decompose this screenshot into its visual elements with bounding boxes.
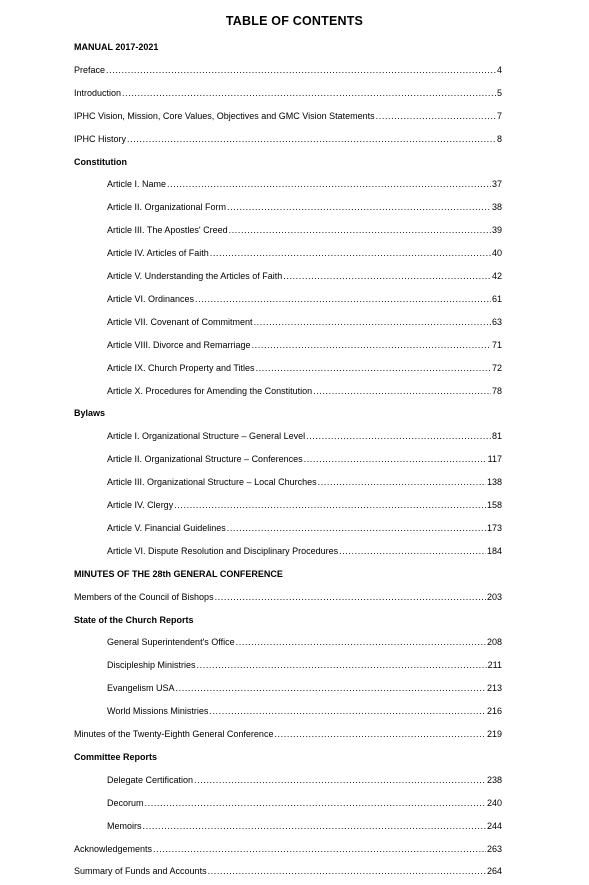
toc-entry	[107, 452, 502, 466]
toc-entry-label: IPHC History	[74, 133, 127, 144]
toc-entry-label: Article VI. Dispute Resolution and Disciplinary Procedures	[107, 545, 339, 556]
toc-page-number: 72	[491, 362, 502, 373]
toc-entry	[74, 590, 502, 604]
dot-leader	[252, 338, 491, 352]
toc-entry-label: Summary of Funds and Accounts	[74, 866, 207, 877]
toc-entry	[107, 796, 502, 810]
toc-entry	[107, 498, 502, 512]
toc-entry	[107, 361, 502, 375]
toc-section-heading: State of the Church Reports	[74, 614, 194, 625]
toc-entry	[107, 269, 502, 283]
toc-entry-label: General Superintendent's Office	[107, 637, 235, 648]
toc-entry-label: Article X. Procedures for Amending the Constitution	[107, 385, 313, 396]
dot-leader	[167, 177, 491, 191]
toc-entry-label: Article III. Organizational Structure – Local Churches	[107, 477, 317, 488]
toc-page-number: 39	[491, 225, 502, 236]
toc-entry	[107, 338, 502, 352]
toc-page-number: 38	[491, 202, 502, 213]
dot-leader	[176, 681, 486, 695]
dot-leader	[283, 269, 491, 283]
dot-leader	[318, 475, 486, 489]
dot-leader	[106, 63, 496, 77]
dot-leader	[304, 452, 487, 466]
dot-leader	[376, 109, 496, 123]
toc-entry	[107, 658, 502, 672]
toc-page-number: 7	[496, 110, 502, 121]
toc-entry	[107, 544, 502, 558]
toc-entry	[74, 86, 502, 100]
toc-entry-label: Article V. Financial Guidelines	[107, 522, 226, 533]
dot-leader	[254, 315, 491, 329]
toc-page-number: 71	[491, 339, 502, 350]
toc-page-number: 138	[486, 477, 502, 488]
toc-page-number: 184	[486, 545, 502, 556]
toc-entry-label: Introduction	[74, 87, 122, 98]
toc-entry-label: Article II. Organizational Structure – Conferences	[107, 454, 303, 465]
toc-entry-label: Evangelism USA	[107, 683, 175, 694]
toc-entry-label: Article I. Name	[107, 179, 167, 190]
toc-page-number: 78	[491, 385, 502, 396]
toc-entry-label: Article V. Understanding the Articles of Faith	[107, 271, 283, 281]
toc-entry-label: Article VI. Ordinances	[107, 293, 195, 304]
toc-entry-label: Discipleship Ministries	[107, 660, 196, 671]
toc-page-number: 263	[486, 843, 502, 854]
dot-leader	[127, 132, 496, 146]
toc-entry	[107, 773, 502, 787]
toc-entry	[107, 200, 502, 214]
dot-leader	[122, 86, 496, 100]
toc-page-number: 42	[491, 271, 502, 281]
toc-entry-label: Delegate Certification	[107, 774, 194, 785]
toc-section-heading: Constitution	[74, 156, 127, 167]
toc-entry-label: Members of the Council of Bishops	[74, 591, 214, 602]
toc-page-number: 203	[486, 591, 502, 602]
toc-entry-label: Minutes of the Twenty-Eighth General Conference	[74, 729, 274, 739]
toc-page-number: 117	[487, 454, 502, 465]
toc-page-number: 240	[486, 797, 502, 808]
toc-page-number: 81	[491, 431, 502, 442]
toc-section-heading: MANUAL 2017-2021	[74, 42, 159, 52]
toc-page-number: 4	[496, 64, 502, 75]
toc-entry-label: Article VIII. Divorce and Remarriage	[107, 339, 251, 350]
dot-leader	[210, 246, 491, 260]
toc-page-number: 213	[486, 683, 502, 694]
toc-entry	[107, 681, 502, 695]
dot-leader	[256, 361, 491, 375]
toc-entry	[107, 246, 502, 260]
toc-entry-label: Article III. The Apostles' Creed	[107, 225, 228, 236]
toc-section-heading: MINUTES OF THE 28th GENERAL CONFERENCE	[74, 568, 283, 579]
toc-page-number: 219	[486, 729, 502, 739]
toc-entry	[107, 384, 502, 398]
toc-entry-label: Decorum	[107, 797, 144, 808]
toc-entry-label: Article II. Organizational Form	[107, 202, 227, 213]
toc-entry	[107, 521, 502, 535]
dot-leader	[197, 658, 487, 672]
dot-leader	[236, 635, 486, 649]
dot-leader	[313, 384, 491, 398]
toc-section-heading: Bylaws	[74, 408, 106, 419]
toc-page-number: 61	[491, 293, 502, 304]
toc-entry-label: World Missions Ministries	[107, 706, 209, 717]
toc-entry	[74, 109, 502, 123]
toc-section-heading: Committee Reports	[74, 751, 158, 762]
dot-leader	[174, 498, 486, 512]
toc-entry	[74, 132, 502, 146]
toc-page-number: 238	[486, 774, 502, 785]
toc-entry	[74, 864, 502, 878]
toc-page-number: 264	[486, 866, 502, 877]
toc-entry	[107, 819, 502, 833]
toc-entry-label: Article I. Organizational Structure – General Level	[107, 431, 306, 442]
toc-entry-label: Acknowledgements	[74, 843, 153, 854]
dot-leader	[306, 429, 491, 443]
page-title: TABLE OF CONTENTS	[225, 14, 364, 28]
toc-entry	[107, 315, 502, 329]
dot-leader	[215, 590, 486, 604]
toc-entry	[74, 63, 502, 77]
dot-leader	[145, 796, 486, 810]
dot-leader	[143, 819, 486, 833]
dot-leader	[209, 704, 486, 718]
dot-leader	[229, 223, 491, 237]
dot-leader	[153, 842, 486, 856]
toc-entry	[74, 727, 502, 741]
toc-entry	[107, 223, 502, 237]
dot-leader	[195, 292, 491, 306]
toc-page-number: 63	[491, 316, 502, 327]
toc-entry-label: Article IV. Articles of Faith	[107, 248, 209, 259]
toc-entry	[107, 177, 502, 191]
toc-page-number: 5	[496, 87, 502, 98]
dot-leader	[194, 773, 486, 787]
toc-page-number: 158	[486, 500, 502, 510]
toc-entry-label: Article IX. Church Property and Titles	[107, 362, 255, 373]
toc-page-number: 208	[486, 637, 502, 648]
toc-entry-label: Memoirs	[107, 820, 142, 831]
dot-leader	[227, 521, 486, 535]
toc-entry-label: Article VII. Covenant of Commitment	[107, 316, 253, 327]
toc-entry	[107, 475, 502, 489]
toc-page-number: 244	[486, 820, 502, 831]
toc-page-number: 173	[486, 522, 502, 533]
toc-page-number: 40	[491, 248, 502, 259]
toc-page-number: 8	[496, 133, 502, 144]
toc-entry	[74, 842, 502, 856]
dot-leader	[339, 544, 486, 558]
toc-entry	[107, 704, 502, 718]
toc-entry-label: Article IV. Clergy	[107, 500, 174, 510]
toc-entry	[107, 429, 502, 443]
dot-leader	[208, 864, 486, 878]
toc-entry-label: IPHC Vision, Mission, Core Values, Objectives and GMC Vision Statements	[74, 110, 375, 121]
toc-page-number: 211	[487, 660, 502, 671]
dot-leader	[274, 727, 486, 741]
toc-entry-label: Preface	[74, 64, 106, 75]
dot-leader	[227, 200, 491, 214]
toc-page-number: 37	[491, 179, 502, 190]
toc-entry	[107, 292, 502, 306]
toc-entry	[107, 635, 502, 649]
toc-page-number: 216	[486, 706, 502, 717]
